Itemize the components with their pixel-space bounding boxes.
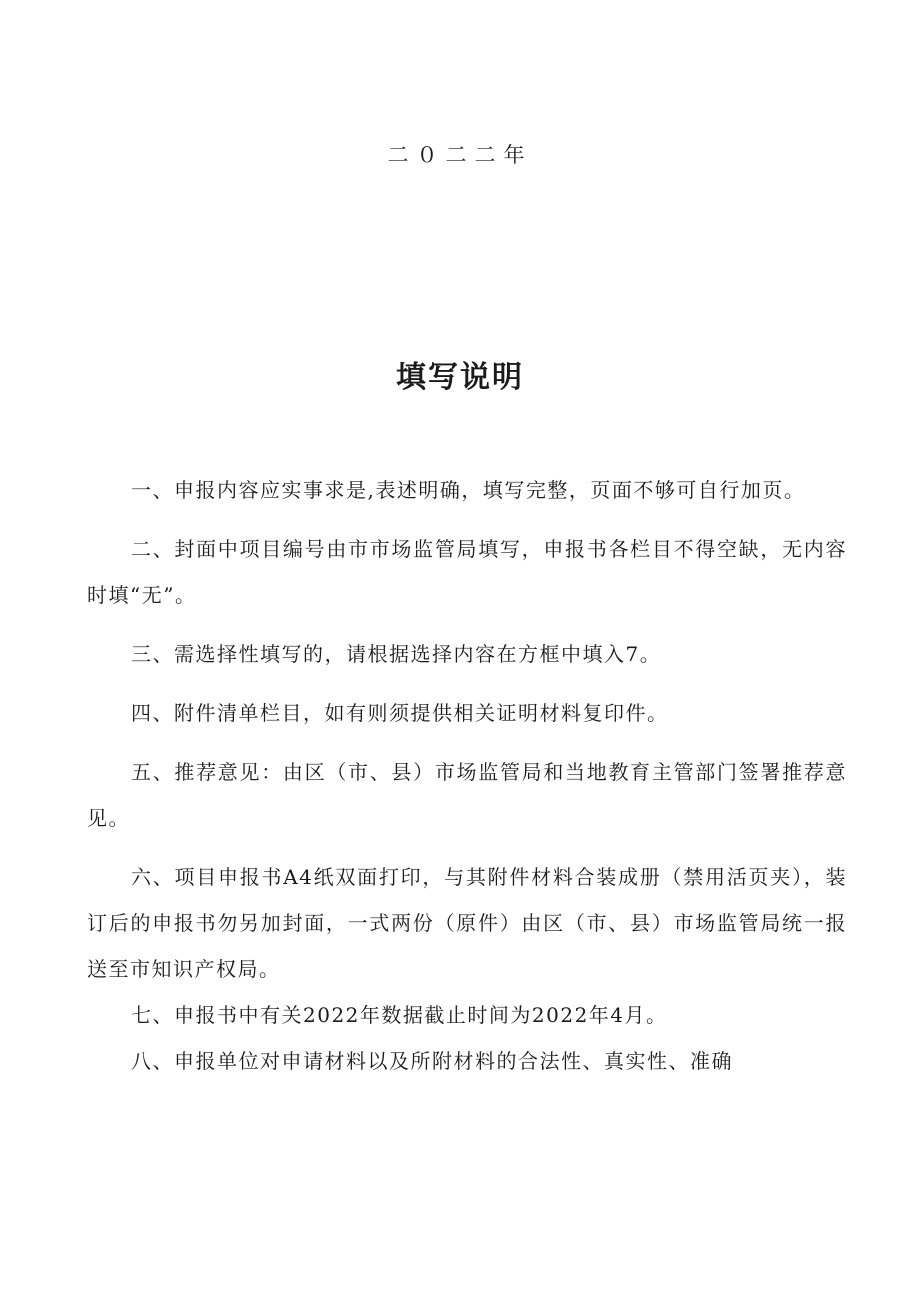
year-heading: 二０二二年 (387, 143, 533, 167)
instruction-item-2: 二、封面中项目编号由市市场监管局填写，申报书各栏目不得空缺，无内容时填“无”。 (87, 537, 847, 607)
instruction-item-1: 一、申报内容应实事求是,表述明确，填写完整，页面不够可自行加页。 (131, 478, 806, 502)
instruction-item-3: 三、需选择性填写的，请根据选择内容在方框中填入7。 (131, 642, 662, 666)
instructions-list (87, 467, 847, 1084)
instruction-item-7: 七、申报书中有关2022年数据截止时间为2022年4月。 (131, 1003, 668, 1027)
page-title: 填写说明 (396, 360, 524, 395)
instruction-item-4: 四、附件清单栏目，如有则须提供相关证明材料复印件。 (131, 701, 669, 725)
instruction-item-8: 八、申报单位对申请材料以及所附材料的合法性、真实性、准确 (131, 1049, 733, 1073)
instruction-item-5: 五、推荐意见：由区（市、县）市场监管局和当地教育主管部门签署推荐意见。 (87, 760, 847, 830)
instruction-item-6: 六、项目申报书A4纸双面打印，与其附件材料合装成册（禁用活页夹），装订后的申报书勿另加封面，一式两份（原件）由区（市、县）市场监管局统一报送至市知识产权局。 (87, 865, 847, 981)
